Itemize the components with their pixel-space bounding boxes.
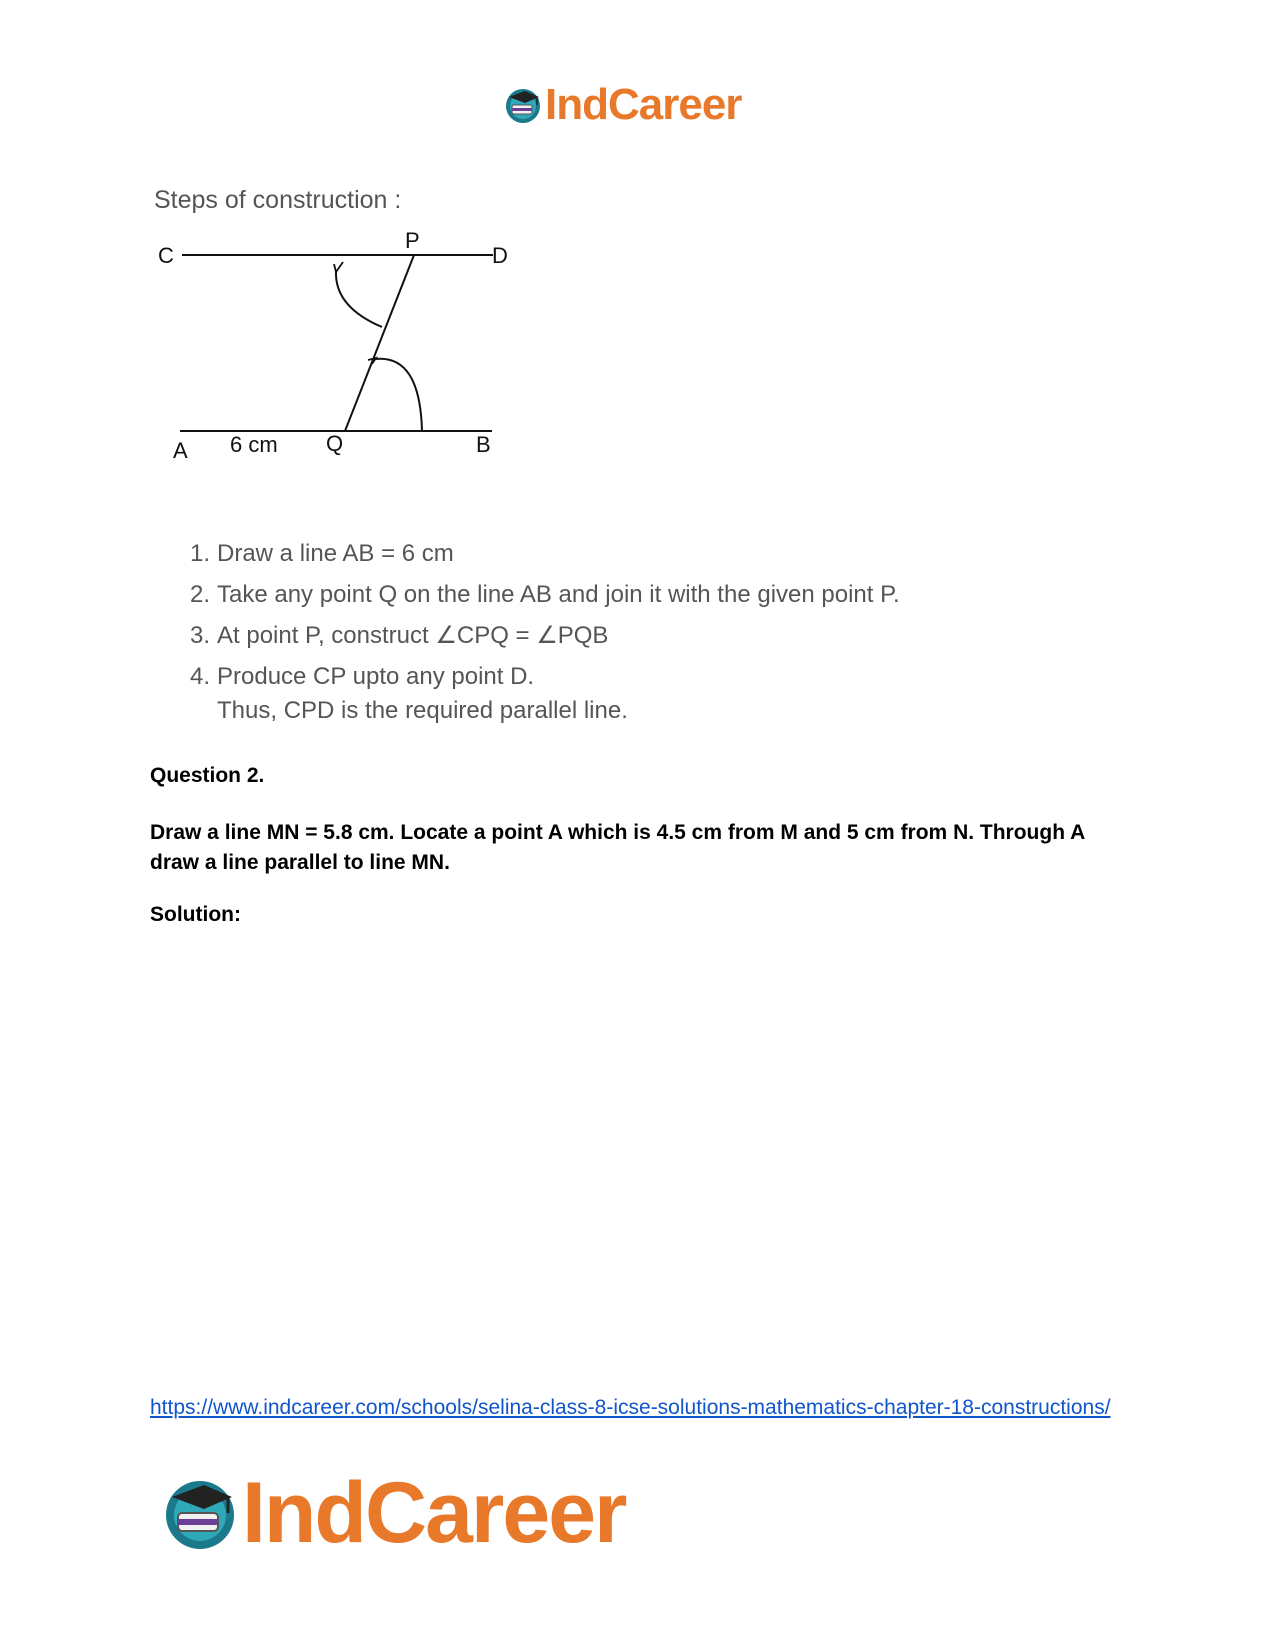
label-measure: 6 cm xyxy=(230,432,278,457)
graduation-cap-icon xyxy=(160,1473,240,1553)
step-number: 2. xyxy=(190,581,211,608)
label-a: A xyxy=(173,438,188,463)
list-item xyxy=(190,533,900,574)
label-d: D xyxy=(492,243,508,268)
list-item xyxy=(190,656,900,697)
footer-logo xyxy=(160,1464,626,1561)
list-item xyxy=(190,615,900,656)
source-link[interactable]: https://www.indcareer.com/schools/selina-class-8-icse-solutions-mathematics-chapter-18-constructions/ xyxy=(150,1396,1111,1419)
logo-text: IndCareer xyxy=(545,80,742,129)
steps-list xyxy=(190,533,900,697)
line-pq xyxy=(345,255,414,431)
step-number: 3. xyxy=(190,622,211,649)
solution-title: Solution: xyxy=(150,903,241,926)
label-b: B xyxy=(476,432,491,457)
question-title: Question 2. xyxy=(150,764,265,787)
step-text: Produce CP upto any point D. xyxy=(217,663,535,690)
construction-diagram xyxy=(150,232,530,472)
step-text: Take any point Q on the line AB and join it with the given point P. xyxy=(217,581,900,608)
graduation-cap-icon xyxy=(503,85,543,125)
arc-at-q xyxy=(375,359,422,431)
list-item xyxy=(190,574,900,615)
step-number: 1. xyxy=(190,540,211,567)
steps-conclusion: Thus, CPD is the required parallel line. xyxy=(217,697,628,724)
question-body: Draw a line MN = 5.8 cm. Locate a point A which is 4.5 cm from M and 5 cm from N. Through A draw a line parallel to line MN. xyxy=(150,821,1085,874)
step-text: Draw a line AB = 6 cm xyxy=(217,540,454,567)
label-q: Q xyxy=(326,431,344,456)
label-p: P xyxy=(405,232,420,253)
header-logo xyxy=(503,80,741,130)
arc-at-p xyxy=(336,272,382,327)
steps-heading: Steps of construction : xyxy=(154,186,402,214)
step-number: 4. xyxy=(190,663,211,690)
arc-tick-p xyxy=(334,262,343,272)
label-c: C xyxy=(158,243,174,268)
step-text: At point P, construct ∠CPQ = ∠PQB xyxy=(217,622,609,649)
logo-text: IndCareer xyxy=(242,1464,626,1561)
